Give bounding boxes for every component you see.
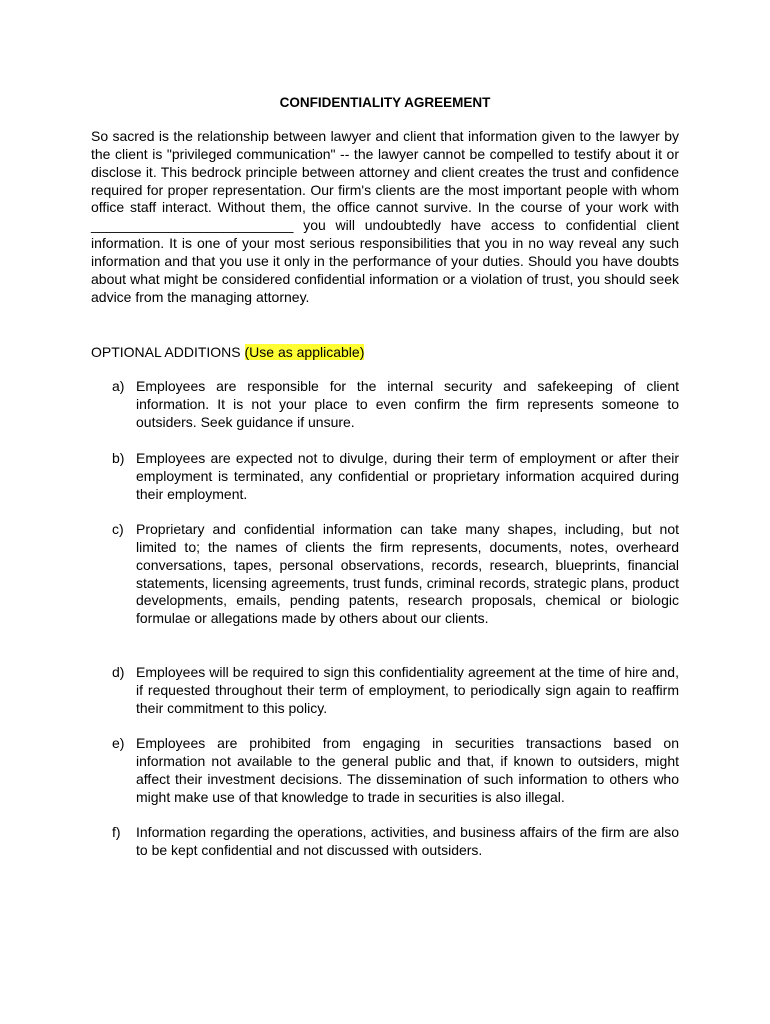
list-marker: a) xyxy=(112,378,125,394)
list-item-a xyxy=(91,378,679,432)
optional-additions-heading xyxy=(91,343,679,361)
list-item-text: Information regarding the operations, activities, and business affairs of the firm are also to be kept confidential and not discussed with outsiders. xyxy=(136,824,679,858)
list-item-text: Employees are responsible for the internal security and safekeeping of client information. It is not your place to even confirm the firm represents someone to outsiders. Seek guidance if unsure. xyxy=(136,378,679,430)
list-item-text: Employees are prohibited from engaging in securities transactions based on information not available to the general public and that, if known to outsiders, might affect their investment decisions. The dissemination of such information to others who might make use of that knowledge to trade in securities is also illegal. xyxy=(136,735,679,805)
list-item-f xyxy=(91,824,679,860)
document-title: CONFIDENTIALITY AGREEMENT xyxy=(279,95,491,110)
list-item-text: Employees will be required to sign this confidentiality agreement at the time of hire and, if requested throughout their term of employment, to periodically sign again to reaffirm their commitment to this policy. xyxy=(136,664,679,716)
use-as-applicable-note: (Use as applicable) xyxy=(244,344,365,360)
list-item-text: Proprietary and confidential information can take many shapes, including, but not limited to; the names of clients the firm represents, documents, notes, overheard conversations, tapes, personal observations, records, research, blueprints, financial statements, licensing agreements, trust funds, criminal records, strategic plans, product developments, emails, pending patents, research proposals, chemical or biologic formulae or allegations made by others about our clients. xyxy=(136,521,679,627)
list-item-b xyxy=(91,450,679,504)
list-marker: f) xyxy=(112,824,121,840)
list-marker: d) xyxy=(112,664,125,680)
list-item-e xyxy=(91,735,679,806)
list-item-text: Employees are expected not to divulge, during their term of employment or after their employment is terminated, any confidential or proprietary information acquired during their employment. xyxy=(136,450,679,502)
list-item-c xyxy=(91,521,679,628)
list-marker: c) xyxy=(112,521,124,537)
list-marker: b) xyxy=(112,450,125,466)
list-item-d xyxy=(91,664,679,718)
list-marker: e) xyxy=(112,735,125,751)
intro-paragraph: So sacred is the relationship between lawyer and client that information given to the lawyer by the client is "privileged communication" -- the lawyer cannot be compelled to testify about it or disclose it. This bedrock principle between attorney and client creates the trust and confidence required for proper representation. Our firm's clients are the most important people with whom office staff interact. Without them, the office cannot survive. In the course of your work with __________________________ you will undoubtedly have access to confidential client information. It is one of your most serious responsibilities that you in no way reveal any such information and that you use it only in the performance of your duties. Should you have doubts about what might be considered confidential information or a violation of trust, you should seek advice from the managing attorney. xyxy=(91,128,679,305)
optional-additions-label: OPTIONAL ADDITIONS xyxy=(91,344,241,360)
